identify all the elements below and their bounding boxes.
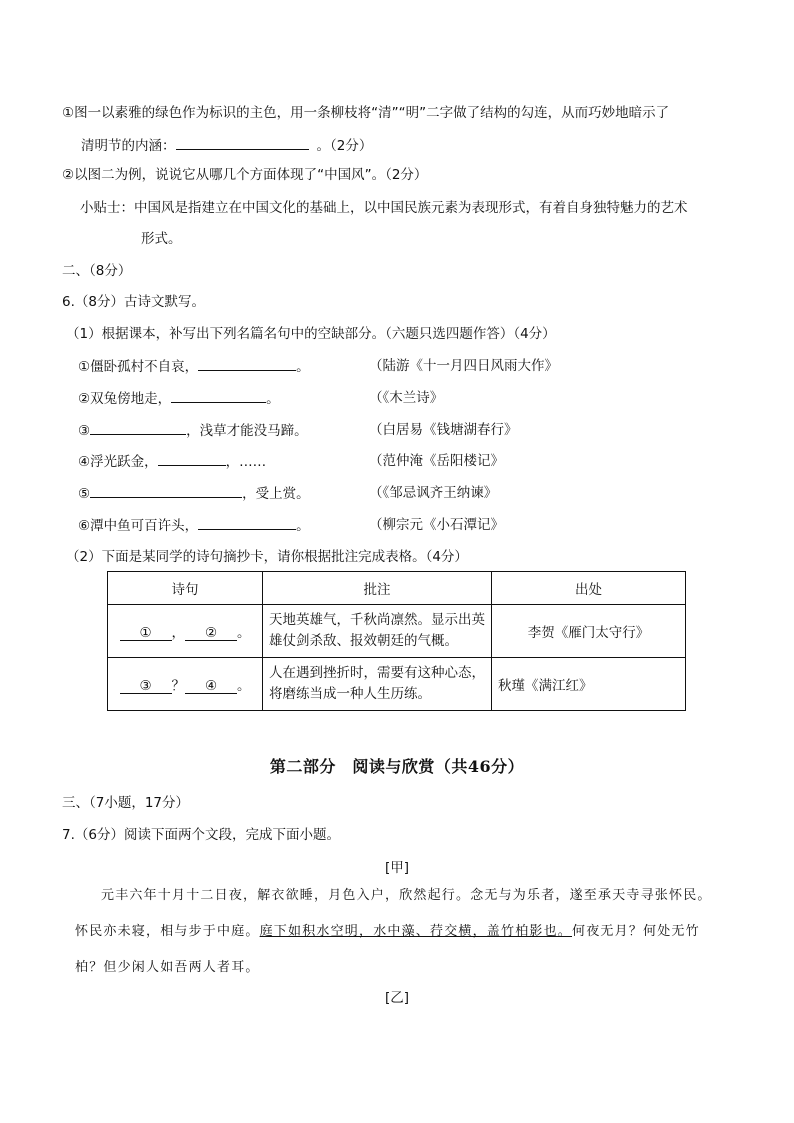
poem-line-text: ③ [78,423,91,439]
poem-line-text: ，…… [225,454,267,470]
punctuation: ？ [171,678,185,694]
answer-blank[interactable] [185,679,237,694]
poem-source-4: （范仲淹《岳阳楼记》 [369,453,504,469]
section3-heading: 三、（7小题，17分） [62,795,190,811]
q5-item1-suffix: 。（2分） [316,138,373,154]
poem-line-text: ，浅草才能没马蹄。 [186,423,308,439]
poem-line-text: 。 [266,391,280,407]
note-cell: 天地英雄气，千秋尚凛然。显示出英雄仗剑杀敌、报效朝廷的气概。 [263,605,492,658]
table-header: 出处 [492,572,686,605]
poem-line-5 [78,484,310,503]
section2-heading: 二、（8分） [62,263,132,279]
poem-line-text: ⑤ [78,486,91,502]
answer-blank[interactable] [90,421,186,435]
poem-line-text: ⑥潭中鱼可百许头， [78,518,199,534]
q5-item1-line2 [81,136,372,155]
answer-blank[interactable] [198,516,296,530]
excerpt-card-table [107,571,686,711]
poem-line-3 [78,421,308,440]
label-yi: [乙] [384,990,410,1006]
poem-line-6 [78,516,310,535]
poem-cell [108,605,263,658]
answer-blank[interactable] [120,626,172,641]
table-header-row [108,572,686,605]
note-cell: 人在遇到挫折时，需要有这种心态，将磨练当成一种人生历练。 [263,658,492,711]
blank-number: ① [139,625,152,641]
q6-title: 6.（8分）古诗文默写。 [62,294,205,310]
passage-jia [75,878,725,986]
poem-source-1: （陆游《十一月四日风雨大作》 [369,358,558,374]
table-row [108,605,686,658]
answer-blank[interactable] [158,452,226,466]
answer-blank[interactable] [198,357,296,371]
poem-line-4 [78,452,266,471]
q5-item1-prefix: 清明节的内涵： [81,138,176,154]
q5-item2: ②以图二为例，说说它从哪几个方面体现了“中国风”。（2分） [62,167,428,183]
poem-line-text: 。 [296,518,310,534]
poem-source-3: （白居易《钱塘湖春行》 [369,422,518,438]
q6-sub2: （2）下面是某同学的诗句摘抄卡，请你根据批注完成表格。（4分） [66,549,468,565]
blank-number: ② [204,625,218,641]
table-header: 诗句 [108,572,263,605]
answer-blank[interactable] [185,626,237,641]
table-header: 批注 [263,572,492,605]
blank-number: ③ [139,678,152,694]
tip-line2: 形式。 [141,231,182,247]
answer-blank[interactable] [176,136,309,150]
part2-title: 第二部分 阅读与欣赏（共46分） [269,757,525,776]
passage-underlined: 庭下如积水空明，水中藻、荇交横，盖竹柏影也。 [259,924,573,939]
q6-sub1: （1）根据课本，补写出下列名篇名句中的空缺部分。（六题只选四题作答）（4分） [66,326,556,342]
punctuation: 。 [237,625,251,641]
passage-text: 元丰六年十月十二日夜，解衣欲睡，月色入户，欣然起行。念无与为乐者，遂至承天寺寻张怀民。怀民亦未寝，相与步于中庭。 [75,888,712,939]
answer-blank[interactable] [171,389,266,403]
blank-number: ④ [204,678,218,694]
poem-line-text: ②双兔傍地走， [78,391,172,407]
poem-source-2: （《木兰诗》 [369,390,444,406]
punctuation: ， [171,625,185,641]
source-cell: 李贺《雁门太守行》 [492,605,686,658]
poem-line-text: ④浮光跃金， [78,454,158,470]
poem-line-text: ①僵卧孤村不自哀， [78,359,199,375]
poem-source-5: （《邹忌讽齐王纳谏》 [369,485,498,501]
poem-line-text: 。 [296,359,310,375]
punctuation: 。 [237,678,251,694]
label-jia: [甲] [384,860,410,876]
poem-line-2 [78,389,280,408]
poem-cell [108,658,263,711]
poem-line-text: ，受上赏。 [242,486,310,502]
poem-source-6: （柳宗元《小石潭记》 [369,517,504,533]
q5-item1-line1: ①图一以素雅的绿色作为标识的主色，用一条柳枝将“清”“明”二字做了结构的勾连，从而巧妙地暗示了 [62,105,670,121]
answer-blank[interactable] [120,679,172,694]
table-row [108,658,686,711]
poem-line-1 [78,357,310,376]
tip-line1: 小贴士：中国风是指建立在中国文化的基础上，以中国民族元素为表现形式，有着自身独特魅力的艺术 [80,200,688,216]
passage-text: 何夜无月？何处无竹柏？但少闲人如吾两人者耳。 [75,924,700,975]
answer-blank[interactable] [90,484,242,498]
source-cell: 秋瑾《满江红》 [492,658,686,711]
q7-title: 7.（6分）阅读下面两个文段，完成下面小题。 [62,827,340,843]
